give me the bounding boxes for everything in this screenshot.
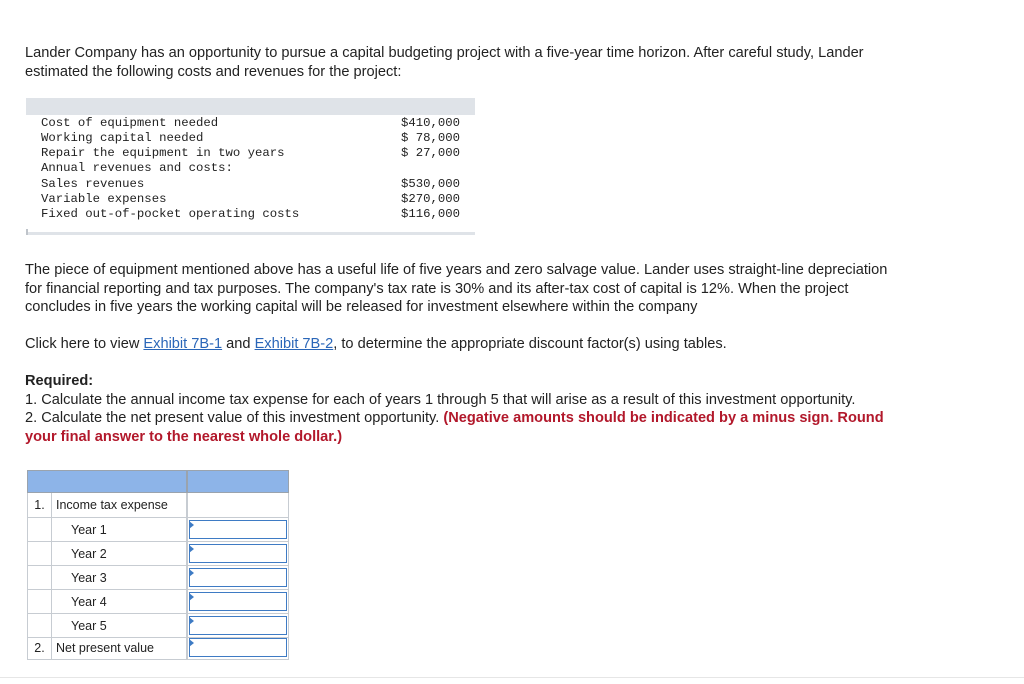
data-row-sales [41,177,466,192]
year-2-tax-input[interactable] [189,544,287,563]
table-bottom-rule [26,232,475,235]
click-middle: and [222,336,255,352]
year-1-tax-input[interactable] [189,520,287,539]
row-number-blank [27,566,52,590]
data-row-value: $ 27,000 [401,146,461,160]
intro-line-1: Lander Company has an opportunity to pursue a capital budgeting project with a five-year time horizon. After careful study, Lander [25,45,864,61]
row-label: Year 1 [52,518,187,542]
row-label: Year 4 [52,590,187,614]
equipment-line-2: for financial reporting and tax purposes. The company's tax rate is 30% and its after-tax cost of capital is 12%. When the project [25,280,849,297]
data-row-label: Fixed out-of-pocket operating costs [41,207,300,221]
data-row-value: $116,000 [401,207,461,221]
data-row-annual-header [41,161,466,176]
input-cell [187,566,289,590]
table-top-bar [26,98,475,115]
answer-table [27,470,289,660]
row-number-blank [27,614,52,638]
row-year-1 [27,518,289,542]
data-row-label: Cost of equipment needed [41,116,219,130]
data-row-value: $530,000 [401,177,461,191]
row-year-3 [27,566,289,590]
input-cell [187,542,289,566]
year-4-tax-input[interactable] [189,592,287,611]
answer-header-left [27,470,187,493]
year-3-tax-input[interactable] [189,568,287,587]
npv-input[interactable] [189,638,287,657]
row-blank-cell [187,493,289,518]
cost-revenue-table [26,98,475,235]
rounding-instruction-cont: your final answer to the nearest whole dollar.) [25,428,343,445]
rounding-instruction: (Negative amounts should be indicated by a minus sign. Round [443,410,884,426]
exhibit-7b2-link[interactable]: Exhibit 7B-2 [254,336,334,352]
answer-header-right [187,470,289,493]
data-row-repair [41,146,466,161]
row-label: Income tax expense [52,493,187,518]
row-year-5 [27,614,289,638]
required-section [25,372,1000,446]
row-income-tax-header [27,493,289,518]
row-label: Year 5 [52,614,187,638]
row-number-blank [27,518,52,542]
intro-paragraph [25,44,1000,81]
year-5-tax-input[interactable] [189,616,287,635]
row-label: Year 3 [52,566,187,590]
input-marker-icon [189,617,194,625]
input-marker-icon [189,639,194,647]
input-cell [187,590,289,614]
exhibit-7b1-link[interactable]: Exhibit 7B-1 [143,336,223,352]
input-marker-icon [189,569,194,577]
data-row-fixed [41,207,466,222]
input-marker-icon [189,521,194,529]
row-number-blank [27,590,52,614]
equipment-paragraph [25,261,1000,317]
data-row-value: $410,000 [401,116,461,130]
equipment-line-1: The piece of equipment mentioned above has a useful life of five years and zero salvage value. Lander uses straight-line depreciation [25,262,888,278]
data-row-value: $ 78,000 [401,131,461,145]
row-label: Year 2 [52,542,187,566]
bottom-rule [0,677,1024,678]
data-row-equipment [41,116,466,131]
row-label: Net present value [52,636,187,660]
row-number: 2. [27,636,52,660]
data-row-label: Variable expenses [41,192,167,206]
row-number-blank [27,542,52,566]
data-row-variable [41,192,466,207]
equipment-line-3: concludes in five years the working capital will be released for investment elsewhere within the company [25,299,698,315]
row-net-present-value [27,636,289,660]
row-number: 1. [27,493,52,518]
row-year-2 [27,542,289,566]
data-row-working-capital [41,131,466,146]
required-item-2 [25,409,1000,428]
required-item-2-text: 2. Calculate the net present value of this investment opportunity. [25,410,444,426]
row-year-4 [27,590,289,614]
input-cell [187,518,289,542]
click-prefix: Click here to view [25,336,144,352]
data-row-label: Working capital needed [41,131,204,145]
input-marker-icon [189,593,194,601]
data-row-label: Annual revenues and costs: [41,161,233,175]
input-marker-icon [189,545,194,553]
exhibit-instructions [25,335,1000,354]
data-row-value: $270,000 [401,192,461,206]
intro-line-2: estimated the following costs and revenues for the project: [25,63,402,80]
required-heading: Required: [25,373,94,389]
data-row-label: Sales revenues [41,177,145,191]
click-suffix: , to determine the appropriate discount factor(s) using tables. [333,336,727,352]
required-item-1: 1. Calculate the annual income tax expense for each of years 1 through 5 that will arise as a result of this investment opportunity. [25,391,856,408]
table-left-edge [26,229,28,235]
data-row-label: Repair the equipment in two years [41,146,285,160]
input-cell [187,636,289,660]
input-cell [187,614,289,638]
